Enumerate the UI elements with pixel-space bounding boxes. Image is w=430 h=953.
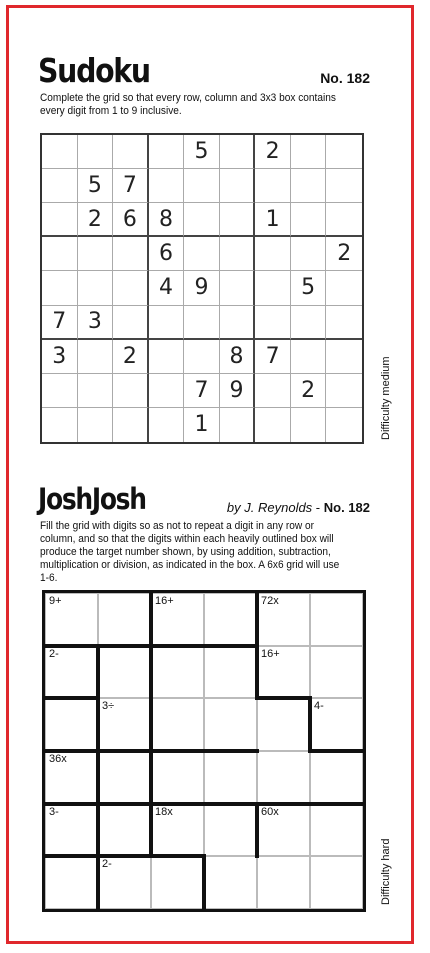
sudoku-cell[interactable] [255,169,291,203]
joshjosh-cell[interactable] [98,856,151,909]
sudoku-cell[interactable] [220,306,256,340]
sudoku-cell[interactable] [78,135,114,169]
joshjosh-cell[interactable] [204,698,257,751]
sudoku-cell[interactable] [149,374,185,408]
sudoku-cell[interactable] [291,306,327,340]
cage-clue: 72x [261,595,279,607]
joshjosh-cell[interactable] [204,593,257,646]
sudoku-cell[interactable]: 5 [78,169,114,203]
sudoku-cell[interactable] [220,203,256,237]
sudoku-difficulty: Difficulty medium [380,356,392,440]
cage-clue: 36x [49,753,67,765]
sudoku-cell[interactable] [113,237,149,271]
sudoku-cell[interactable]: 5 [291,271,327,305]
sudoku-cell[interactable] [291,237,327,271]
cage-clue: 60x [261,805,279,818]
joshjosh-byline [227,500,370,515]
cage-wall [96,854,153,858]
joshjosh-cell[interactable] [151,804,204,857]
joshjosh-cell[interactable] [98,751,151,804]
joshjosh-title: JoshJosh [38,482,146,516]
cage-wall [255,802,259,859]
cage-wall [96,749,100,806]
joshjosh-cell[interactable] [310,804,363,857]
cage-wall [149,644,153,701]
joshjosh-cell[interactable] [45,646,98,699]
sudoku-cell[interactable] [42,271,78,305]
joshjosh-author: by J. Reynolds [226,500,313,515]
sudoku-cell[interactable] [113,135,149,169]
sudoku-cell[interactable] [184,169,220,203]
sudoku-cell[interactable]: 9 [220,374,256,408]
sudoku-cell[interactable] [255,306,291,340]
joshjosh-cell[interactable] [98,804,151,857]
cage-wall [149,644,206,648]
joshjosh-cell[interactable] [45,804,98,857]
joshjosh-issue-number: No. 182 [323,500,370,515]
joshjosh-cell[interactable] [45,698,98,751]
sudoku-cell[interactable] [78,340,114,374]
joshjosh-cell[interactable] [310,593,363,646]
joshjosh-cell[interactable] [310,856,363,909]
cage-wall [255,802,312,806]
cage-wall [96,644,153,648]
cage-clue: 2- [49,647,59,660]
joshjosh-cell[interactable] [98,593,151,646]
sudoku-cell[interactable]: 7 [113,169,149,203]
cage-wall [308,802,365,806]
joshjosh-cell[interactable] [257,646,310,699]
cage-clue: 9+ [49,595,62,607]
sudoku-cell[interactable] [220,169,256,203]
cage-wall [202,749,259,753]
sudoku-cell[interactable] [42,237,78,271]
joshjosh-grid [42,590,366,912]
sudoku-cell[interactable] [255,374,291,408]
cage-wall [96,696,100,753]
cage-wall [202,854,206,911]
sudoku-cell[interactable] [184,237,220,271]
joshjosh-cell[interactable] [257,856,310,909]
sudoku-cell[interactable]: 2 [291,374,327,408]
sudoku-cell[interactable] [78,271,114,305]
cage-wall [149,802,153,859]
cage-wall [255,696,312,700]
sudoku-cell[interactable]: 3 [42,340,78,374]
sudoku-cell[interactable]: 8 [220,340,256,374]
sudoku-cell[interactable] [42,203,78,237]
sudoku-cell[interactable]: 7 [255,340,291,374]
sudoku-cell[interactable] [113,306,149,340]
cage-wall [43,749,100,753]
joshjosh-cell[interactable] [151,646,204,699]
sudoku-cell[interactable]: 6 [149,237,185,271]
joshjosh-cell[interactable] [98,646,151,699]
sudoku-cell[interactable] [184,203,220,237]
sudoku-cell[interactable] [291,203,327,237]
joshjosh-cell[interactable] [204,646,257,699]
sudoku-cell[interactable] [184,306,220,340]
sudoku-cell[interactable] [42,374,78,408]
joshjosh-cell[interactable] [257,804,310,857]
sudoku-cell[interactable] [326,408,362,442]
sudoku-cell[interactable] [220,408,256,442]
sudoku-cell[interactable] [113,408,149,442]
sudoku-cell[interactable] [220,271,256,305]
cage-wall [202,802,259,806]
sudoku-instructions: Complete the grid so that every row, column and 3x3 box contains every digit from 1 to 9 inclusive. [40,92,336,117]
sudoku-cell[interactable] [326,340,362,374]
sudoku-cell[interactable]: 2 [113,340,149,374]
cage-clue: 3÷ [102,700,115,713]
sudoku-cell[interactable]: 7 [42,306,78,340]
cage-wall [43,854,100,858]
sudoku-cell[interactable]: 2 [255,135,291,169]
joshjosh-cell[interactable] [257,698,310,751]
cage-wall [96,644,100,701]
joshjosh-cell[interactable] [151,856,204,909]
sudoku-cell[interactable] [42,169,78,203]
cage-clue: 18x [155,805,173,818]
joshjosh-cell[interactable] [45,751,98,804]
joshjosh-cell[interactable] [257,593,310,646]
cage-wall [149,749,206,753]
sudoku-cell[interactable] [149,408,185,442]
sudoku-cell[interactable] [326,374,362,408]
joshjosh-cell[interactable] [151,698,204,751]
sudoku-cell[interactable]: 3 [78,306,114,340]
sudoku-cell[interactable]: 6 [113,203,149,237]
joshjosh-cell[interactable] [204,856,257,909]
byline-separator: - [312,500,324,515]
sudoku-cell[interactable] [78,374,114,408]
joshjosh-cell[interactable] [151,593,204,646]
sudoku-cell[interactable] [113,374,149,408]
sudoku-grid [40,133,364,444]
joshjosh-cell[interactable] [310,751,363,804]
joshjosh-cell[interactable] [98,698,151,751]
sudoku-cell[interactable]: 1 [255,203,291,237]
cage-wall [255,591,259,648]
cage-wall [43,696,100,700]
joshjosh-cell[interactable] [310,646,363,699]
cage-wall [96,802,100,859]
joshjosh-cell[interactable] [45,856,98,909]
cage-wall [96,749,153,753]
sudoku-cell[interactable] [149,306,185,340]
sudoku-cell[interactable]: 2 [78,203,114,237]
sudoku-cell[interactable] [291,340,327,374]
sudoku-cell[interactable] [78,408,114,442]
sudoku-cell[interactable] [326,135,362,169]
joshjosh-cell[interactable] [204,751,257,804]
sudoku-cell[interactable] [291,169,327,203]
sudoku-cell[interactable] [149,135,185,169]
cage-wall [308,749,365,753]
sudoku-cell[interactable] [149,340,185,374]
cage-wall [255,644,259,701]
sudoku-cell[interactable] [326,306,362,340]
joshjosh-cell[interactable] [45,593,98,646]
joshjosh-cell[interactable] [310,698,363,751]
sudoku-cell[interactable] [326,271,362,305]
sudoku-cell[interactable]: 5 [184,135,220,169]
sudoku-cell[interactable] [149,169,185,203]
cage-wall [96,854,100,911]
sudoku-cell[interactable] [184,340,220,374]
sudoku-cell[interactable]: 9 [184,271,220,305]
sudoku-cell[interactable] [291,135,327,169]
sudoku-cell[interactable]: 8 [149,203,185,237]
sudoku-issue-number: No. 182 [320,70,370,86]
cage-wall [149,591,153,648]
sudoku-cell[interactable] [291,408,327,442]
sudoku-cell[interactable] [78,237,114,271]
cage-clue: 2- [102,858,112,871]
cage-wall [43,644,100,648]
joshjosh-difficulty: Difficulty hard [380,838,392,905]
cage-wall [149,854,206,858]
sudoku-cell[interactable] [255,408,291,442]
sudoku-cell[interactable]: 1 [184,408,220,442]
sudoku-cell[interactable]: 7 [184,374,220,408]
cage-wall [96,802,153,806]
cage-wall [149,749,153,806]
sudoku-cell[interactable] [42,408,78,442]
joshjosh-cell[interactable] [204,804,257,857]
cage-wall [202,644,259,648]
sudoku-cell[interactable] [326,203,362,237]
sudoku-title: Sudoku [38,51,150,90]
cage-wall [149,696,153,753]
cage-wall [308,696,312,753]
joshjosh-cell[interactable] [257,751,310,804]
sudoku-cell[interactable] [255,237,291,271]
sudoku-cell[interactable]: 2 [326,237,362,271]
sudoku-cell[interactable] [255,271,291,305]
cage-clue: 16+ [155,595,174,607]
joshjosh-cell[interactable] [151,751,204,804]
sudoku-cell[interactable] [220,135,256,169]
cage-clue: 3- [49,805,59,818]
cage-clue: 16+ [261,647,280,660]
joshjosh-instructions: Fill the grid with digits so as not to repeat a digit in any row or column, and so that the digits within each heavily outlined box will produce the target number shown, by using addition, subtraction, multiplication or division, as indicated in the box. A 6x6 grid will use 1-6. [40,520,340,584]
cage-wall [43,802,100,806]
sudoku-cell[interactable] [113,271,149,305]
cage-wall [149,802,206,806]
sudoku-cell[interactable] [220,237,256,271]
sudoku-cell[interactable] [326,169,362,203]
sudoku-cell[interactable] [42,135,78,169]
sudoku-cell[interactable]: 4 [149,271,185,305]
cage-clue: 4- [314,700,324,713]
